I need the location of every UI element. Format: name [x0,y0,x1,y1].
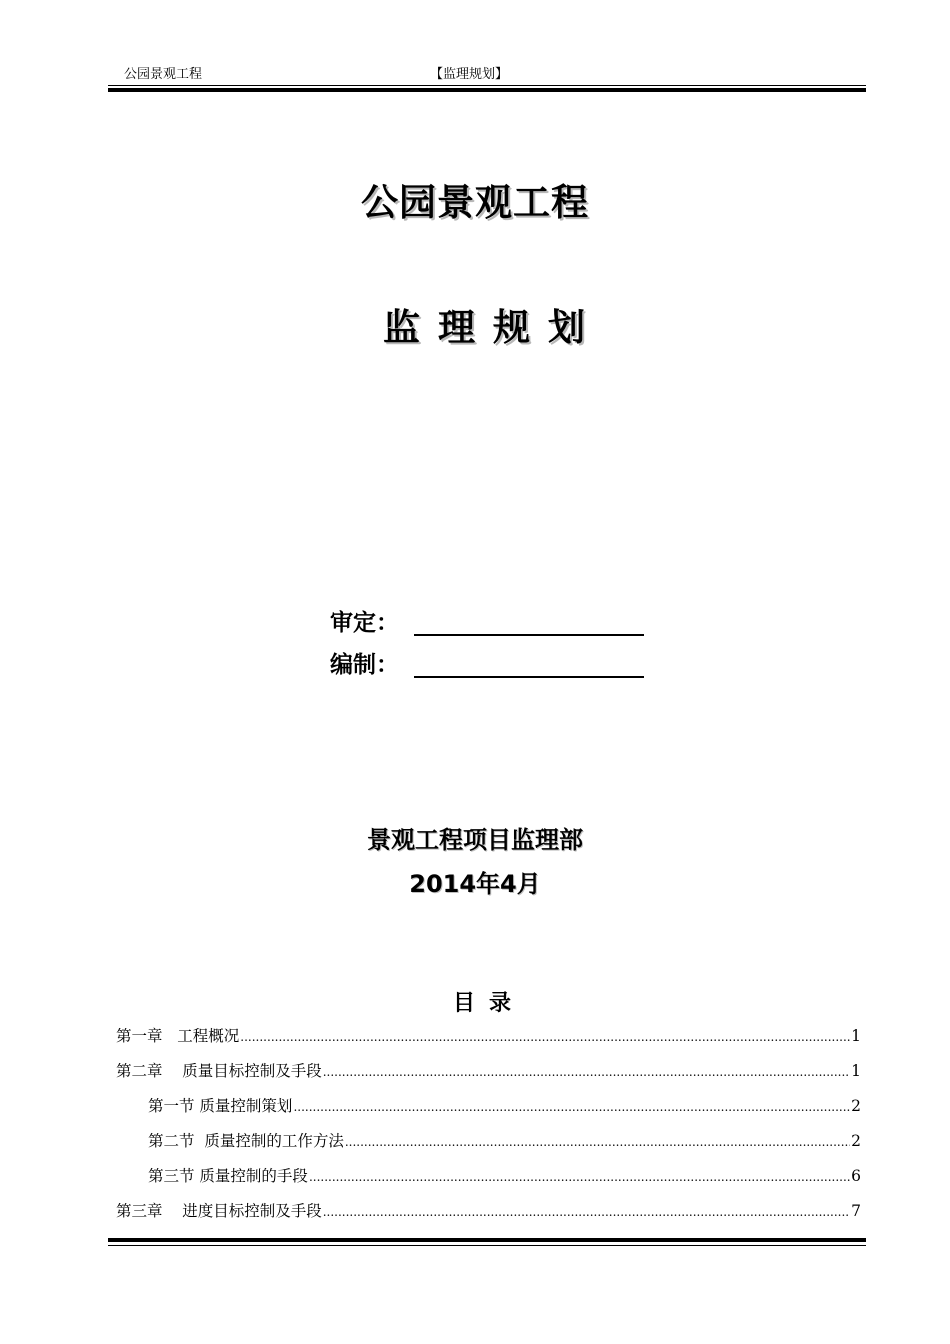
toc-entry-text: 第一节 质量控制策划 [148,1097,293,1115]
toc-entry-text: 第一章 工程概况 [116,1027,240,1045]
toc-leader-dots [240,1025,850,1049]
header-center-text: 【监理规划】 [430,67,509,82]
toc-entry[interactable] [116,1129,861,1164]
header-rule-thick [108,88,866,92]
signature-row-compile [330,650,650,680]
toc-leader-dots [323,1060,850,1084]
toc-entry-text: 第二章 质量目标控制及手段 [116,1062,322,1080]
toc-entry-page: 2 [851,1097,861,1115]
toc-entry[interactable] [116,1199,861,1234]
compile-signature-line [414,676,644,678]
document-title: 公园景观工程 [361,181,589,224]
footer-rules [108,1238,866,1248]
document-subtitle: 监理规划 [383,306,603,349]
toc-leader-dots [309,1165,850,1189]
toc-entry-page: 2 [851,1132,861,1150]
page-header [108,66,866,92]
toc-entry-page: 7 [851,1202,861,1220]
toc-entry[interactable] [116,1059,861,1094]
signature-row-approve [330,608,650,638]
toc-title: 目录 [452,991,525,1016]
toc-entry-page: 1 [851,1027,861,1045]
signature-block [330,608,650,680]
approve-label: 审定： [330,610,399,636]
toc-leader-dots [293,1095,850,1119]
organization-name: 景观工程项目监理部 [367,826,583,854]
toc-entry-text: 第三节 质量控制的手段 [148,1167,308,1185]
footer-rule-thick [108,1238,866,1242]
toc-entry-page: 1 [851,1062,861,1080]
toc-leader-dots [323,1200,850,1224]
table-of-contents [116,1024,861,1234]
toc-leader-dots [345,1130,850,1154]
toc-entry-text: 第三章 进度目标控制及手段 [116,1202,322,1220]
toc-entry-page: 6 [851,1167,861,1185]
toc-entry[interactable] [116,1164,861,1199]
document-date: 2014年4月 [409,870,541,898]
compile-label: 编制： [330,652,399,678]
approve-signature-line [414,634,644,636]
toc-entry[interactable] [116,1024,861,1059]
header-left-text: 公园景观工程 [124,67,203,82]
header-rule-thin [108,85,866,86]
toc-entry[interactable] [116,1094,861,1129]
footer-rule-thin [108,1245,866,1246]
toc-entry-text: 第二节 质量控制的工作方法 [148,1132,344,1150]
